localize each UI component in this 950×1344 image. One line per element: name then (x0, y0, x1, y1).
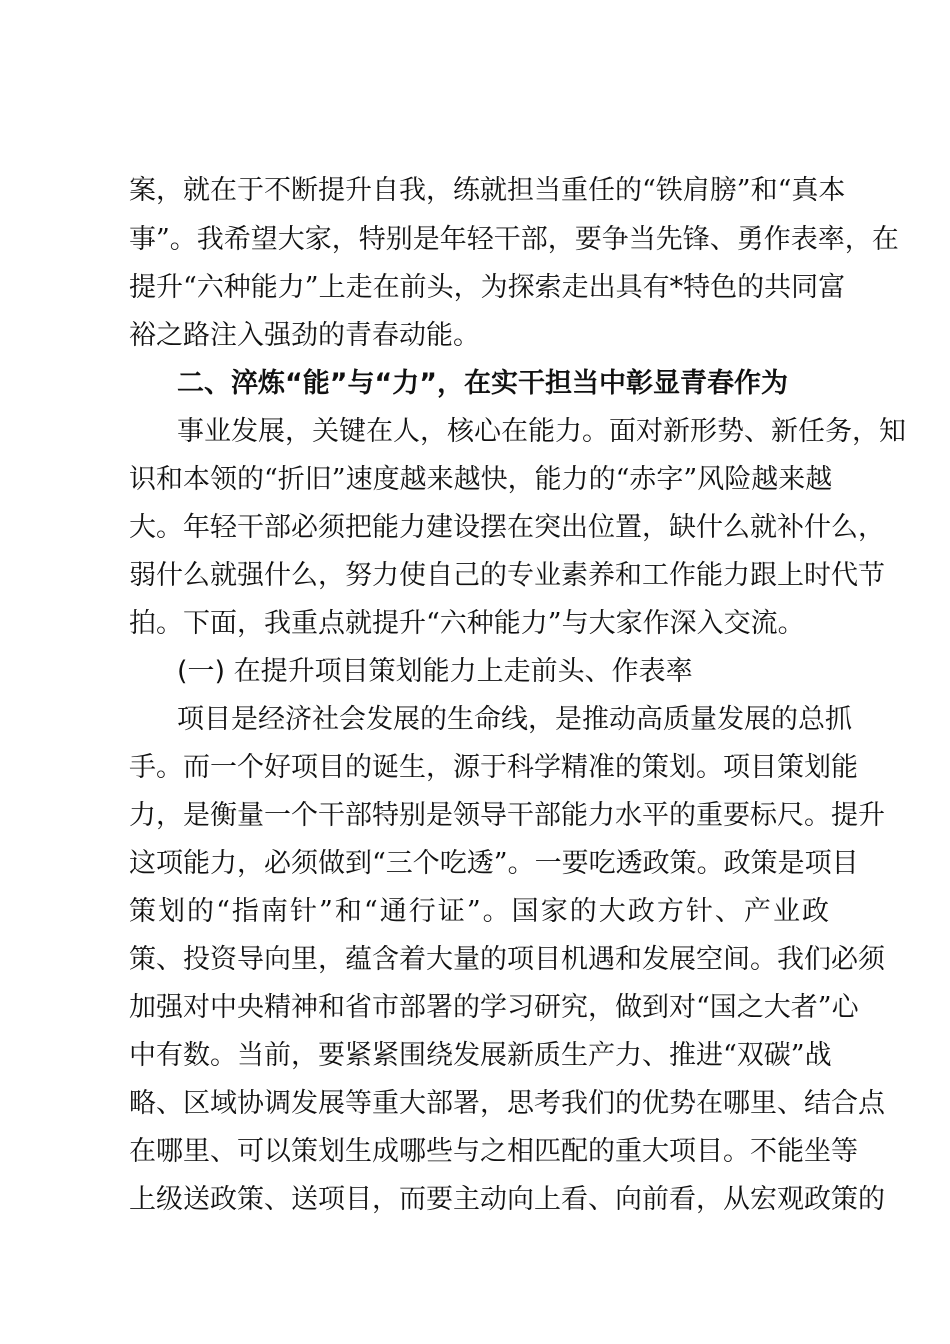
paragraph-line: 策划的“指南针”和“通行证”。国家的大政方针、产业政 (129, 896, 829, 927)
paragraph-line: 手。而一个好项目的诞生，源于科学精准的策划。项目策划能 (129, 752, 858, 783)
paragraph-line: 上级送政策、送项目，而要主动向上看、向前看，从宏观政策的 (129, 1184, 885, 1215)
paragraph-line: 事业发展，关键在人，核心在能力。面对新形势、新任务，知 (177, 416, 906, 447)
paragraph-line: 中有数。当前，要紧紧围绕发展新质生产力、推进“双碳”战 (129, 1040, 832, 1071)
paragraph-line: 在哪里、可以策划生成哪些与之相匹配的重大项目。不能坐等 (129, 1136, 858, 1167)
paragraph-line: 弱什么就强什么，努力使自己的专业素养和工作能力跟上时代节 (129, 560, 885, 591)
paragraph-line: 事”。我希望大家，特别是年轻干部，要争当先锋、勇作表率，在 (129, 224, 899, 255)
section-heading: 二、淬炼“能”与“力”，在实干担当中彰显青春作为 (177, 368, 788, 399)
paragraph-line: 略、区域协调发展等重大部署，思考我们的优势在哪里、结合点 (129, 1088, 885, 1119)
paragraph-line: 策、投资导向里，蕴含着大量的项目机遇和发展空间。我们必须 (129, 944, 885, 975)
paragraph-line: 加强对中央精神和省市部署的学习研究，做到对“国之大者”心 (129, 992, 859, 1023)
paragraph-line: 提升“六种能力”上走在前头，为探索走出具有*特色的共同富 (129, 272, 846, 303)
paragraph-line: 识和本领的“折旧”速度越来越快，能力的“赤字”风险越来越 (129, 464, 833, 495)
paragraph-line: 项目是经济社会发展的生命线，是推动高质量发展的总抓 (177, 704, 852, 735)
paragraph-line: 这项能力，必须做到“三个吃透”。一要吃透政策。政策是项目 (129, 848, 859, 879)
paragraph-line: 拍。下面，我重点就提升“六种能力”与大家作深入交流。 (129, 608, 805, 639)
paragraph-line: 力，是衡量一个干部特别是领导干部能力水平的重要标尺。提升 (129, 800, 885, 831)
paragraph-line: 大。年轻干部必须把能力建设摆在突出位置，缺什么就补什么， (129, 512, 885, 543)
paragraph-line: 案，就在于不断提升自我，练就担当重任的“铁肩膀”和“真本 (129, 175, 846, 206)
paragraph-line: 裕之路注入强劲的青春动能。 (129, 320, 480, 351)
subsection-heading: (一) 在提升项目策划能力上走前头、作表率 (177, 656, 693, 687)
